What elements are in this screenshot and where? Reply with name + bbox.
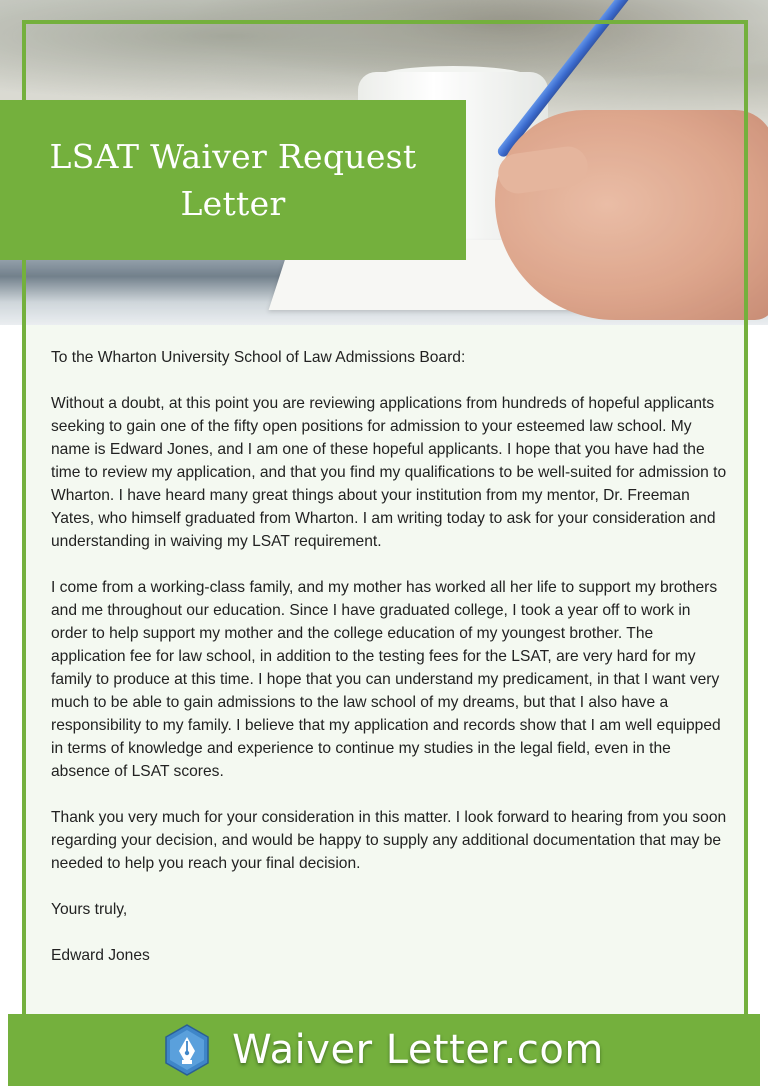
footer-banner (8, 1014, 760, 1086)
letter-signature: Edward Jones (51, 947, 150, 964)
letter-closing: Yours truly, (51, 901, 128, 918)
pen-nib-hexagon-icon (164, 1024, 210, 1076)
letter-paragraph-2: I come from a working-class family, and my mother has worked all her life to support my brothers and me throughout our education. Since I have graduated college, I took a year off to work in order to help support my mother and the college education of my youngest brother. The application fee for law school, in addition to the testing fees for the LSAT, are very hard for my family to produce at this time. I hope that you can understand my predicament, in that I want very much to be able to gain admissions to the law school of my dreams, but that I also have a responsibility to my family. I believe that my application and records show that I am well equipped in terms of knowledge and experience to continue my studies in the legal field, even in the absence of LSAT scores. (51, 579, 721, 780)
page-title: LSAT Waiver Request Letter (49, 137, 417, 223)
frame-border-right (744, 20, 748, 1020)
title-banner (0, 100, 466, 260)
letter-paragraph-1: Without a doubt, at this point you are reviewing applications from hundreds of hopeful applicants seeking to gain one of the fifty open positions for admission to your esteemed law school. My name is Edward Jones, and I am one of these hopeful applicants. I hope that you have had the time to review my application, and that you find my qualifications to be well-suited for admission to Wharton. I have heard many great things about your institution from my mentor, Dr. Freeman Yates, who himself graduated from Wharton. I am writing today to ask for your consideration and understanding in waiving my LSAT requirement. (51, 395, 727, 550)
letter-paragraph-3: Thank you very much for your consideration in this matter. I look forward to hearing from you soon regarding your decision, and would be happy to supply any additional documentation that may be needed to help you reach your final decision. (51, 809, 727, 872)
footer-brand: Waiver Letter.com (232, 1027, 604, 1073)
letter-salutation: To the Wharton University School of Law Admissions Board: (51, 349, 466, 366)
frame-border-top (22, 20, 748, 24)
letter-body (51, 346, 731, 990)
